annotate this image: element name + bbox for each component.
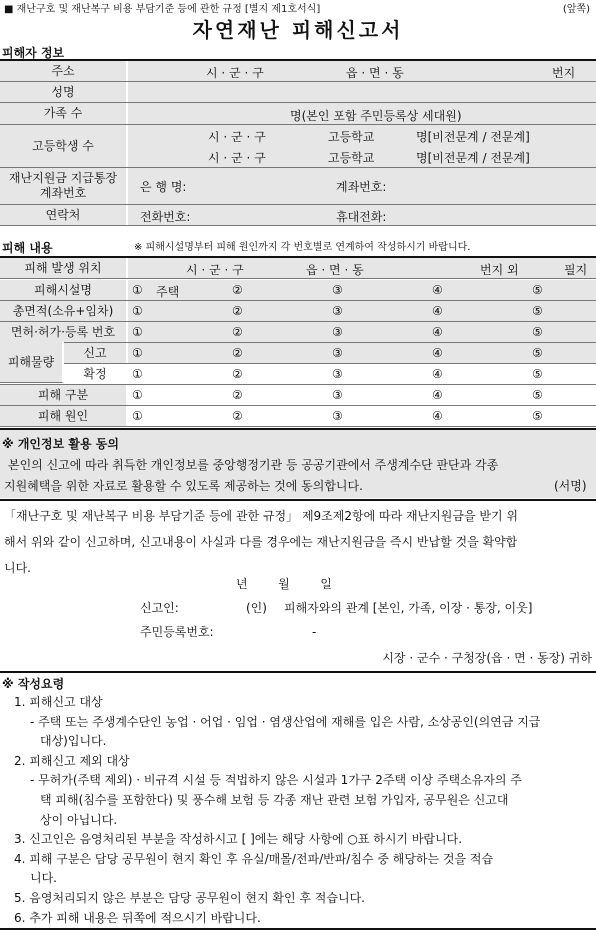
location-row	[0, 258, 596, 279]
damage-number-1: ①	[132, 325, 143, 339]
contact-field[interactable]	[128, 205, 596, 225]
declaration-line-2: 해서 위와 같이 신고하며, 신고내용이 사실과 다를 경우에는 재난지원금을 즉시 반납할 것을 확약합	[4, 535, 518, 549]
damage-row-values[interactable]	[128, 301, 596, 321]
damage-number-4: ④	[432, 367, 443, 381]
address-label: 주소	[0, 61, 128, 81]
family-text: 명(본인 포함 주민등록상 세대원)	[290, 109, 462, 123]
declaration-line-1: 「재난구호 및 재난복구 비용 부담기준 등에 관한 규정」 제9조제2항에 따라 재난지원금을 받기 위	[4, 509, 518, 523]
damage-row	[0, 280, 596, 301]
damage-row-label: 확정	[64, 364, 128, 384]
damage-number-5: ⑤	[532, 325, 543, 339]
damage-number-2: ②	[232, 409, 243, 423]
name-row	[0, 82, 596, 103]
relation-options[interactable]: 피해자와의 관계 [본인, 가족, 이장 · 통장, 이웃]	[284, 601, 533, 615]
guide-item: 2. 피해신고 제외 대상	[14, 753, 130, 768]
name-field[interactable]	[128, 82, 596, 102]
guide-item: 3. 신고인은 음영처리된 부분을 작성하시고 [ ]에는 해당 사항에 ○표 하시기 바랍니다.	[14, 832, 463, 847]
guide-item: 택 피해(침수를 포함한다) 및 풍수해 보험 등 각종 재난 관련 보험 가입자, 공무원은 신고대	[40, 793, 509, 807]
contact-row	[0, 205, 596, 226]
hs1-school: 고등학교	[328, 130, 375, 144]
guide-item: 6. 추가 피해 내용은 뒤쪽에 적으시기 바랍니다.	[14, 910, 261, 925]
damage-row	[0, 343, 596, 364]
damage-row	[0, 364, 596, 385]
privacy-line-1: 본인의 신고에 따라 취득한 개인정보를 중앙행정기관 등 공공기관에서 주생계수단 판단과 각종	[8, 458, 499, 472]
guide-item: - 무허가(주택 제외) · 비규격 시설 등 적법하지 않은 시설과 1가구 2주택 이상 주택소유자의 주	[30, 773, 522, 788]
guide-item: 5. 음영처리되지 않은 부분은 담당 공무원이 현지 확인 후 적습니다.	[14, 891, 365, 905]
family-field[interactable]	[128, 103, 596, 124]
damage-number-5: ⑤	[532, 409, 543, 423]
victim-section-heading: 피해자 정보	[2, 46, 65, 60]
family-label: 가족 수	[0, 103, 128, 124]
damage-row-values[interactable]	[128, 406, 596, 426]
reporter-seal[interactable]: (인)	[246, 601, 267, 615]
damage-number-3: ③	[332, 283, 343, 297]
location-label: 피해 발생 위치	[0, 258, 128, 278]
damage-number-3: ③	[332, 388, 343, 402]
resident-no-label: 주민등록번호:	[140, 625, 214, 639]
declaration-line-3: 니다.	[4, 561, 31, 575]
guide-item: 4. 피해 구분은 담당 공무원이 현지 확인 후 유실/매몰/전파/반파/침수 중 해당하는 것을 적습	[14, 851, 494, 866]
declaration-date[interactable]: 년 월 일	[236, 577, 332, 591]
damage-number-4: ④	[432, 304, 443, 318]
recipient-line: 시장 · 군수 · 구청장(읍 · 면 · 동장) 귀하	[382, 651, 592, 665]
mobile-label: 휴대전화:	[336, 210, 387, 224]
bank-label: 재난지원금 지급통장 계좌번호	[0, 168, 128, 204]
guide-item: 상이 아닙니다.	[40, 812, 118, 827]
name-label: 성명	[0, 82, 128, 102]
hs2-count: 명[비전문계 / 전문계]	[416, 151, 530, 165]
family-row	[0, 103, 596, 125]
damage-row-label: 피해시설명	[0, 280, 128, 300]
damage-number-2: ②	[232, 283, 243, 297]
damage-number-2: ②	[232, 367, 243, 381]
damage-row-label: 총면적(소유+임차)	[0, 301, 128, 321]
damage-number-1: ①	[132, 304, 143, 318]
form-reference: ■ 재난구호 및 재난복구 비용 부담기준 등에 관한 규정 [별지 제1호서식]	[4, 4, 321, 15]
damage-number-1: ①	[132, 283, 143, 297]
bank-name-label: 은 행 명:	[140, 180, 187, 194]
privacy-sign[interactable]: (서명)	[554, 479, 587, 493]
damage-row-label: 피해 원인	[0, 406, 128, 426]
damage-number-3: ③	[332, 367, 343, 381]
damage-number-1: ①	[132, 388, 143, 402]
damage-row-label: 면허·허가·등록 번호	[0, 322, 128, 342]
damage-row	[0, 406, 596, 427]
damage-number-2: ②	[232, 325, 243, 339]
damage-row-label: 피해 구분	[0, 385, 128, 405]
contact-label: 연락처	[0, 205, 128, 225]
damage-number-4: ④	[432, 346, 443, 360]
address-row	[0, 61, 596, 82]
damage-number-1: ①	[132, 409, 143, 423]
quantity-label: 피해물량	[0, 342, 64, 383]
damage-number-3: ③	[332, 325, 343, 339]
page-side-label: (앞쪽)	[562, 4, 590, 15]
damage-number-3: ③	[332, 346, 343, 360]
highschool-row	[0, 125, 596, 168]
location-pilji: 필지	[564, 263, 588, 277]
location-sigungu: 시 · 군 · 구	[186, 263, 244, 277]
highschool-field[interactable]	[128, 125, 596, 167]
privacy-line-2: 지원혜택을 위한 자료로 활용할 수 있도록 제공하는 것에 동의합니다.	[4, 479, 363, 493]
damage-number-1: ①	[132, 346, 143, 360]
resident-no-dash: -	[312, 625, 317, 639]
damage-number-4: ④	[432, 388, 443, 402]
privacy-heading: ※ 개인정보 활용 동의	[2, 437, 119, 451]
damage-row-values[interactable]	[128, 343, 596, 363]
highschool-label: 고등학생 수	[0, 125, 128, 167]
damage-number-5: ⑤	[532, 367, 543, 381]
guide-item: - 주택 또는 주생계수단인 농업 · 어업 · 임업 · 염생산업에 재해를 입은 사람, 소상공인(의연금 지급	[30, 714, 541, 729]
bank-row	[0, 168, 596, 205]
address-sigungu: 시 · 군 · 구	[206, 66, 264, 80]
damage-number-4: ④	[432, 325, 443, 339]
damage-number-2: ②	[232, 346, 243, 360]
hs2-school: 고등학교	[328, 151, 375, 165]
damage-number-4: ④	[432, 283, 443, 297]
bank-field[interactable]	[128, 168, 596, 204]
damage-number-1: ①	[132, 367, 143, 381]
account-label: 계좌번호:	[336, 180, 387, 194]
reporter-label: 신고인:	[140, 601, 179, 615]
hs1-count: 명[비전문계 / 전문계]	[416, 130, 530, 144]
damage-row-values[interactable]	[128, 322, 596, 342]
guide-item: 1. 피해신고 대상	[14, 695, 103, 709]
address-eupmyeondong: 읍 · 면 · 동	[346, 66, 404, 80]
damage-number-3: ③	[332, 304, 343, 318]
hs1-sigungu: 시 · 군 · 구	[208, 130, 266, 144]
damage-number-2: ②	[232, 304, 243, 318]
damage-row-values[interactable]	[128, 280, 596, 300]
damage-number-3: ③	[332, 409, 343, 423]
damage-row-values[interactable]	[128, 385, 596, 405]
damage-number-5: ⑤	[532, 346, 543, 360]
damage-row	[0, 385, 596, 406]
phone-label: 전화번호:	[140, 210, 191, 224]
damage-row	[0, 322, 596, 343]
damage-number-5: ⑤	[532, 304, 543, 318]
damage-row	[0, 301, 596, 322]
form-title: 자연재난 피해신고서	[192, 18, 404, 42]
hs2-sigungu: 시 · 군 · 구	[208, 151, 266, 165]
damage-row-label: 신고	[64, 343, 128, 363]
guide-item: 니다.	[30, 871, 57, 886]
location-beonji: 번지 외	[480, 263, 519, 277]
location-eupmyeondong: 읍 · 면 · 동	[306, 263, 364, 277]
damage-instruction: ※ 피해시설명부터 피해 원인까지 각 번호별로 연계하여 작성하시기 바랍니다.	[134, 242, 471, 253]
address-beonji: 번지	[552, 66, 576, 80]
location-field[interactable]	[128, 258, 596, 278]
guide-item: 대상)입니다.	[40, 734, 107, 749]
address-field[interactable]	[128, 61, 596, 81]
damage-number-4: ④	[432, 409, 443, 423]
damage-number-5: ⑤	[532, 283, 543, 297]
damage-number-5: ⑤	[532, 388, 543, 402]
damage-first-value[interactable]: 주택	[156, 285, 180, 299]
damage-section-heading: 피해 내용	[2, 241, 53, 255]
damage-row-values[interactable]	[128, 364, 596, 384]
damage-number-2: ②	[232, 388, 243, 402]
guide-heading: ※ 작성요령	[2, 677, 65, 691]
